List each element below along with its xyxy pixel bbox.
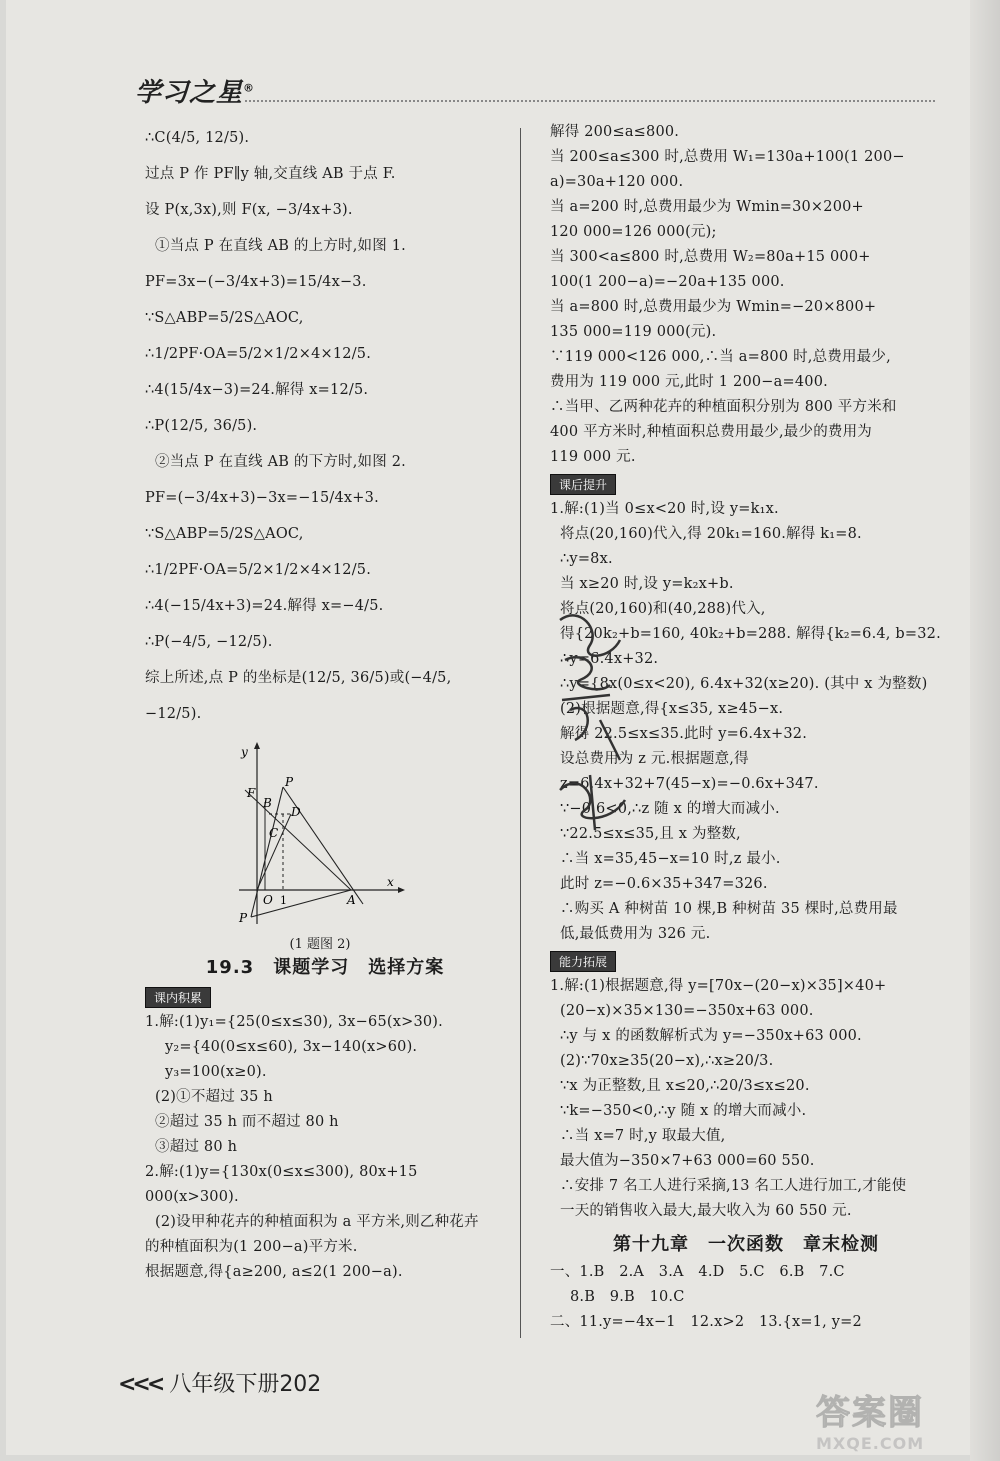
section-title: 19.3 课题学习 选择方案 — [205, 957, 445, 978]
text-line: ∴当甲、乙两种花卉的种植面积分别为 800 平方米和 — [550, 399, 897, 415]
text-line: ∴P(12/5, 36/5). — [145, 418, 258, 434]
text-line: (2)①不超过 35 h — [155, 1089, 273, 1105]
footer-page-label: 八年级下册202 — [169, 1372, 322, 1397]
text-line: 当 200≤a≤300 时,总费用 W₁=130a+100(1 200− — [550, 149, 905, 165]
text-line: ∵S△ABP=5/2S△AOC, — [145, 526, 304, 542]
text-line: 最大值为−350×7+63 000=60 550. — [560, 1153, 815, 1169]
text-line: (2)设甲种花卉的种植面积为 a 平方米,则乙种花卉 — [155, 1214, 479, 1230]
text-line: y₃=100(x≥0). — [165, 1064, 267, 1080]
text-line: ∴安排 7 名工人进行采摘,13 名工人进行加工,才能使 — [560, 1178, 907, 1194]
answer-line: 二、11.y=−4x−1 12.x>2 13.{x=1, y=2 — [550, 1314, 862, 1330]
point-label-d: D — [291, 805, 301, 819]
text-line: 135 000=119 000(元). — [550, 324, 717, 340]
text-line: 解得 22.5≤x≤35.此时 y=6.4x+32. — [560, 726, 808, 742]
text-line: 根据题意,得{a≥200, a≤2(1 200−a). — [145, 1264, 403, 1280]
watermark — [816, 1385, 966, 1455]
text-line: 400 平方米时,种植面积总费用最少,最少的费用为 — [550, 424, 873, 440]
header-rule — [245, 100, 935, 102]
text-line: z=6.4x+32+7(45−x)=−0.6x+347. — [560, 776, 819, 792]
text-line: PF=(−3/4x+3)−3x=−15/4x+3. — [145, 490, 379, 506]
text-line: 费用为 119 000 元,此时 1 200−a=400. — [550, 374, 828, 390]
text-line: ∴y=8x. — [560, 551, 613, 567]
text-line: 119 000 元. — [550, 449, 636, 465]
text-line: ∴y={8x(0≤x<20), 6.4x+32(x≥20). (其中 x 为整数) — [560, 676, 928, 692]
text-line: 当 300<a≤800 时,总费用 W₂=80a+15 000+ — [550, 249, 871, 265]
geometry-figure — [235, 742, 405, 952]
text-line: ②超过 35 h 而不超过 80 h — [155, 1114, 339, 1130]
text-line: 的种植面积为(1 200−a)平方米. — [145, 1239, 358, 1255]
tick-label-one: 1 — [280, 894, 287, 907]
text-line: ∴4(15/4x−3)=24.解得 x=12/5. — [145, 382, 369, 398]
text-line: 此时 z=−0.6×35+347=326. — [560, 876, 768, 892]
watermark-logo: 答案圈 — [816, 1393, 924, 1433]
text-line: ∴y 与 x 的函数解析式为 y=−350x+63 000. — [560, 1028, 862, 1044]
text-line: 1.解:(1)当 0≤x<20 时,设 y=k₁x. — [550, 501, 779, 517]
text-line: 当 a=200 时,总费用最少为 Wmin=30×200+ — [550, 199, 864, 215]
coordinate-diagram — [235, 742, 405, 927]
text-line: ∴C(4/5, 12/5). — [145, 130, 250, 146]
text-line: 一天的销售收入最大,最大收入为 60 550 元. — [560, 1203, 852, 1219]
text-line: 1.解:(1)根据题意,得 y=[70x−(20−x)×35]×40+ — [550, 978, 887, 994]
text-line: 低,最低费用为 326 元. — [560, 926, 711, 942]
answer-line: 8.B 9.B 10.C — [570, 1289, 685, 1305]
footer-chevrons: <<< — [118, 1372, 162, 1397]
text-line: 120 000=126 000(元); — [550, 224, 717, 240]
point-label-b: B — [263, 796, 272, 810]
tag-in-class: 课内积累 — [145, 987, 211, 1008]
tag-ability: 能力拓展 — [550, 951, 616, 972]
brand-logo: 学习之星® — [135, 78, 256, 108]
x-axis-label: x — [387, 875, 394, 889]
watermark-url: MXQE.COM — [816, 1434, 925, 1453]
page-edge-shadow — [970, 0, 1000, 1461]
text-line: ∴当 x=35,45−x=10 时,z 最小. — [560, 851, 781, 867]
text-line: 得{20k₂+b=160, 40k₂+b=288. 解得{k₂=6.4, b=32. — [560, 626, 941, 642]
answer-line: 一、1.B 2.A 3.A 4.D 5.C 6.B 7.C — [550, 1264, 845, 1280]
text-line: a)=30a+120 000. — [550, 174, 684, 190]
text-line: ∴P(−4/5, −12/5). — [145, 634, 273, 650]
point-label-p-top: P — [285, 775, 294, 789]
page-footer — [118, 1367, 321, 1398]
left-column — [145, 120, 505, 1285]
text-line: ∵119 000<126 000,∴当 a=800 时,总费用最少, — [550, 349, 891, 365]
text-line: ∵k=−350<0,∴y 随 x 的增大而减小. — [560, 1103, 807, 1119]
text-line: 设总费用为 z 元.根据题意,得 — [560, 751, 749, 767]
chapter-title: 第十九章 一次函数 章末检测 — [613, 1234, 879, 1255]
text-line: ∴1/2PF·OA=5/2×1/2×4×12/5. — [145, 346, 372, 362]
point-label-f: F — [247, 786, 256, 800]
y-axis-label: y — [241, 745, 248, 759]
text-line: ②当点 P 在直线 AB 的下方时,如图 2. — [155, 454, 406, 470]
text-line: (2)根据题意,得{x≤35, x≥45−x. — [560, 701, 784, 717]
point-label-c: C — [269, 826, 279, 840]
text-line: ∴当 x=7 时,y 取最大值, — [560, 1128, 726, 1144]
text-line: 100(1 200−a)=−20a+135 000. — [550, 274, 785, 290]
text-line: (2)∵70x≥35(20−x),∴x≥20/3. — [560, 1053, 774, 1069]
text-line: 过点 P 作 PF∥y 轴,交直线 AB 于点 F. — [145, 166, 396, 182]
text-line: ∵−0.6<0,∴z 随 x 的增大而减小. — [560, 801, 780, 817]
text-line: ∴4(−15/4x+3)=24.解得 x=−4/5. — [145, 598, 384, 614]
column-divider — [520, 128, 521, 1338]
text-line: 设 P(x,3x),则 F(x, −3/4x+3). — [145, 202, 353, 218]
text-line: ∵x 为正整数,且 x≤20,∴20/3≤x≤20. — [560, 1078, 810, 1094]
text-line: 2.解:(1)y={130x(0≤x≤300), 80x+15 000(x>300). — [145, 1164, 418, 1205]
text-line: 将点(20,160)和(40,288)代入, — [560, 601, 766, 617]
text-line: y₂={40(0≤x≤60), 3x−140(x>60). — [165, 1039, 418, 1055]
text-line: PF=3x−(−3/4x+3)=15/4x−3. — [145, 274, 367, 290]
text-line: ①当点 P 在直线 AB 的上方时,如图 1. — [155, 238, 406, 254]
origin-label: O — [263, 893, 273, 907]
text-line: ∴购买 A 种树苗 10 棵,B 种树苗 35 棵时,总费用最 — [560, 901, 898, 917]
tag-after-class: 课后提升 — [550, 474, 616, 495]
text-line: 当 x≥20 时,设 y=k₂x+b. — [560, 576, 734, 592]
text-line: 解得 200≤a≤800. — [550, 124, 680, 140]
point-label-a: A — [347, 893, 356, 907]
text-line: ∵S△ABP=5/2S△AOC, — [145, 310, 304, 326]
figure-caption: (1 题图 2) — [289, 937, 351, 952]
text-line: 将点(20,160)代入,得 20k₁=160.解得 k₁=8. — [560, 526, 862, 542]
text-line: 当 a=800 时,总费用最少为 Wmin=−20×800+ — [550, 299, 877, 315]
text-line: 综上所述,点 P 的坐标是(12/5, 36/5)或(−4/5, −12/5). — [145, 670, 452, 722]
point-label-p-bottom: P — [239, 911, 248, 925]
text-line: 1.解:(1)y₁={25(0≤x≤30), 3x−65(x>30). — [145, 1014, 443, 1030]
text-line: ③超过 80 h — [155, 1139, 238, 1155]
text-line: ∴y=6.4x+32. — [560, 651, 659, 667]
text-line: ∴1/2PF·OA=5/2×1/2×4×12/5. — [145, 562, 372, 578]
text-line: (20−x)×35×130=−350x+63 000. — [560, 1003, 814, 1019]
handwritten-scribble — [550, 600, 640, 840]
text-line: ∵22.5≤x≤35,且 x 为整数, — [560, 826, 741, 842]
